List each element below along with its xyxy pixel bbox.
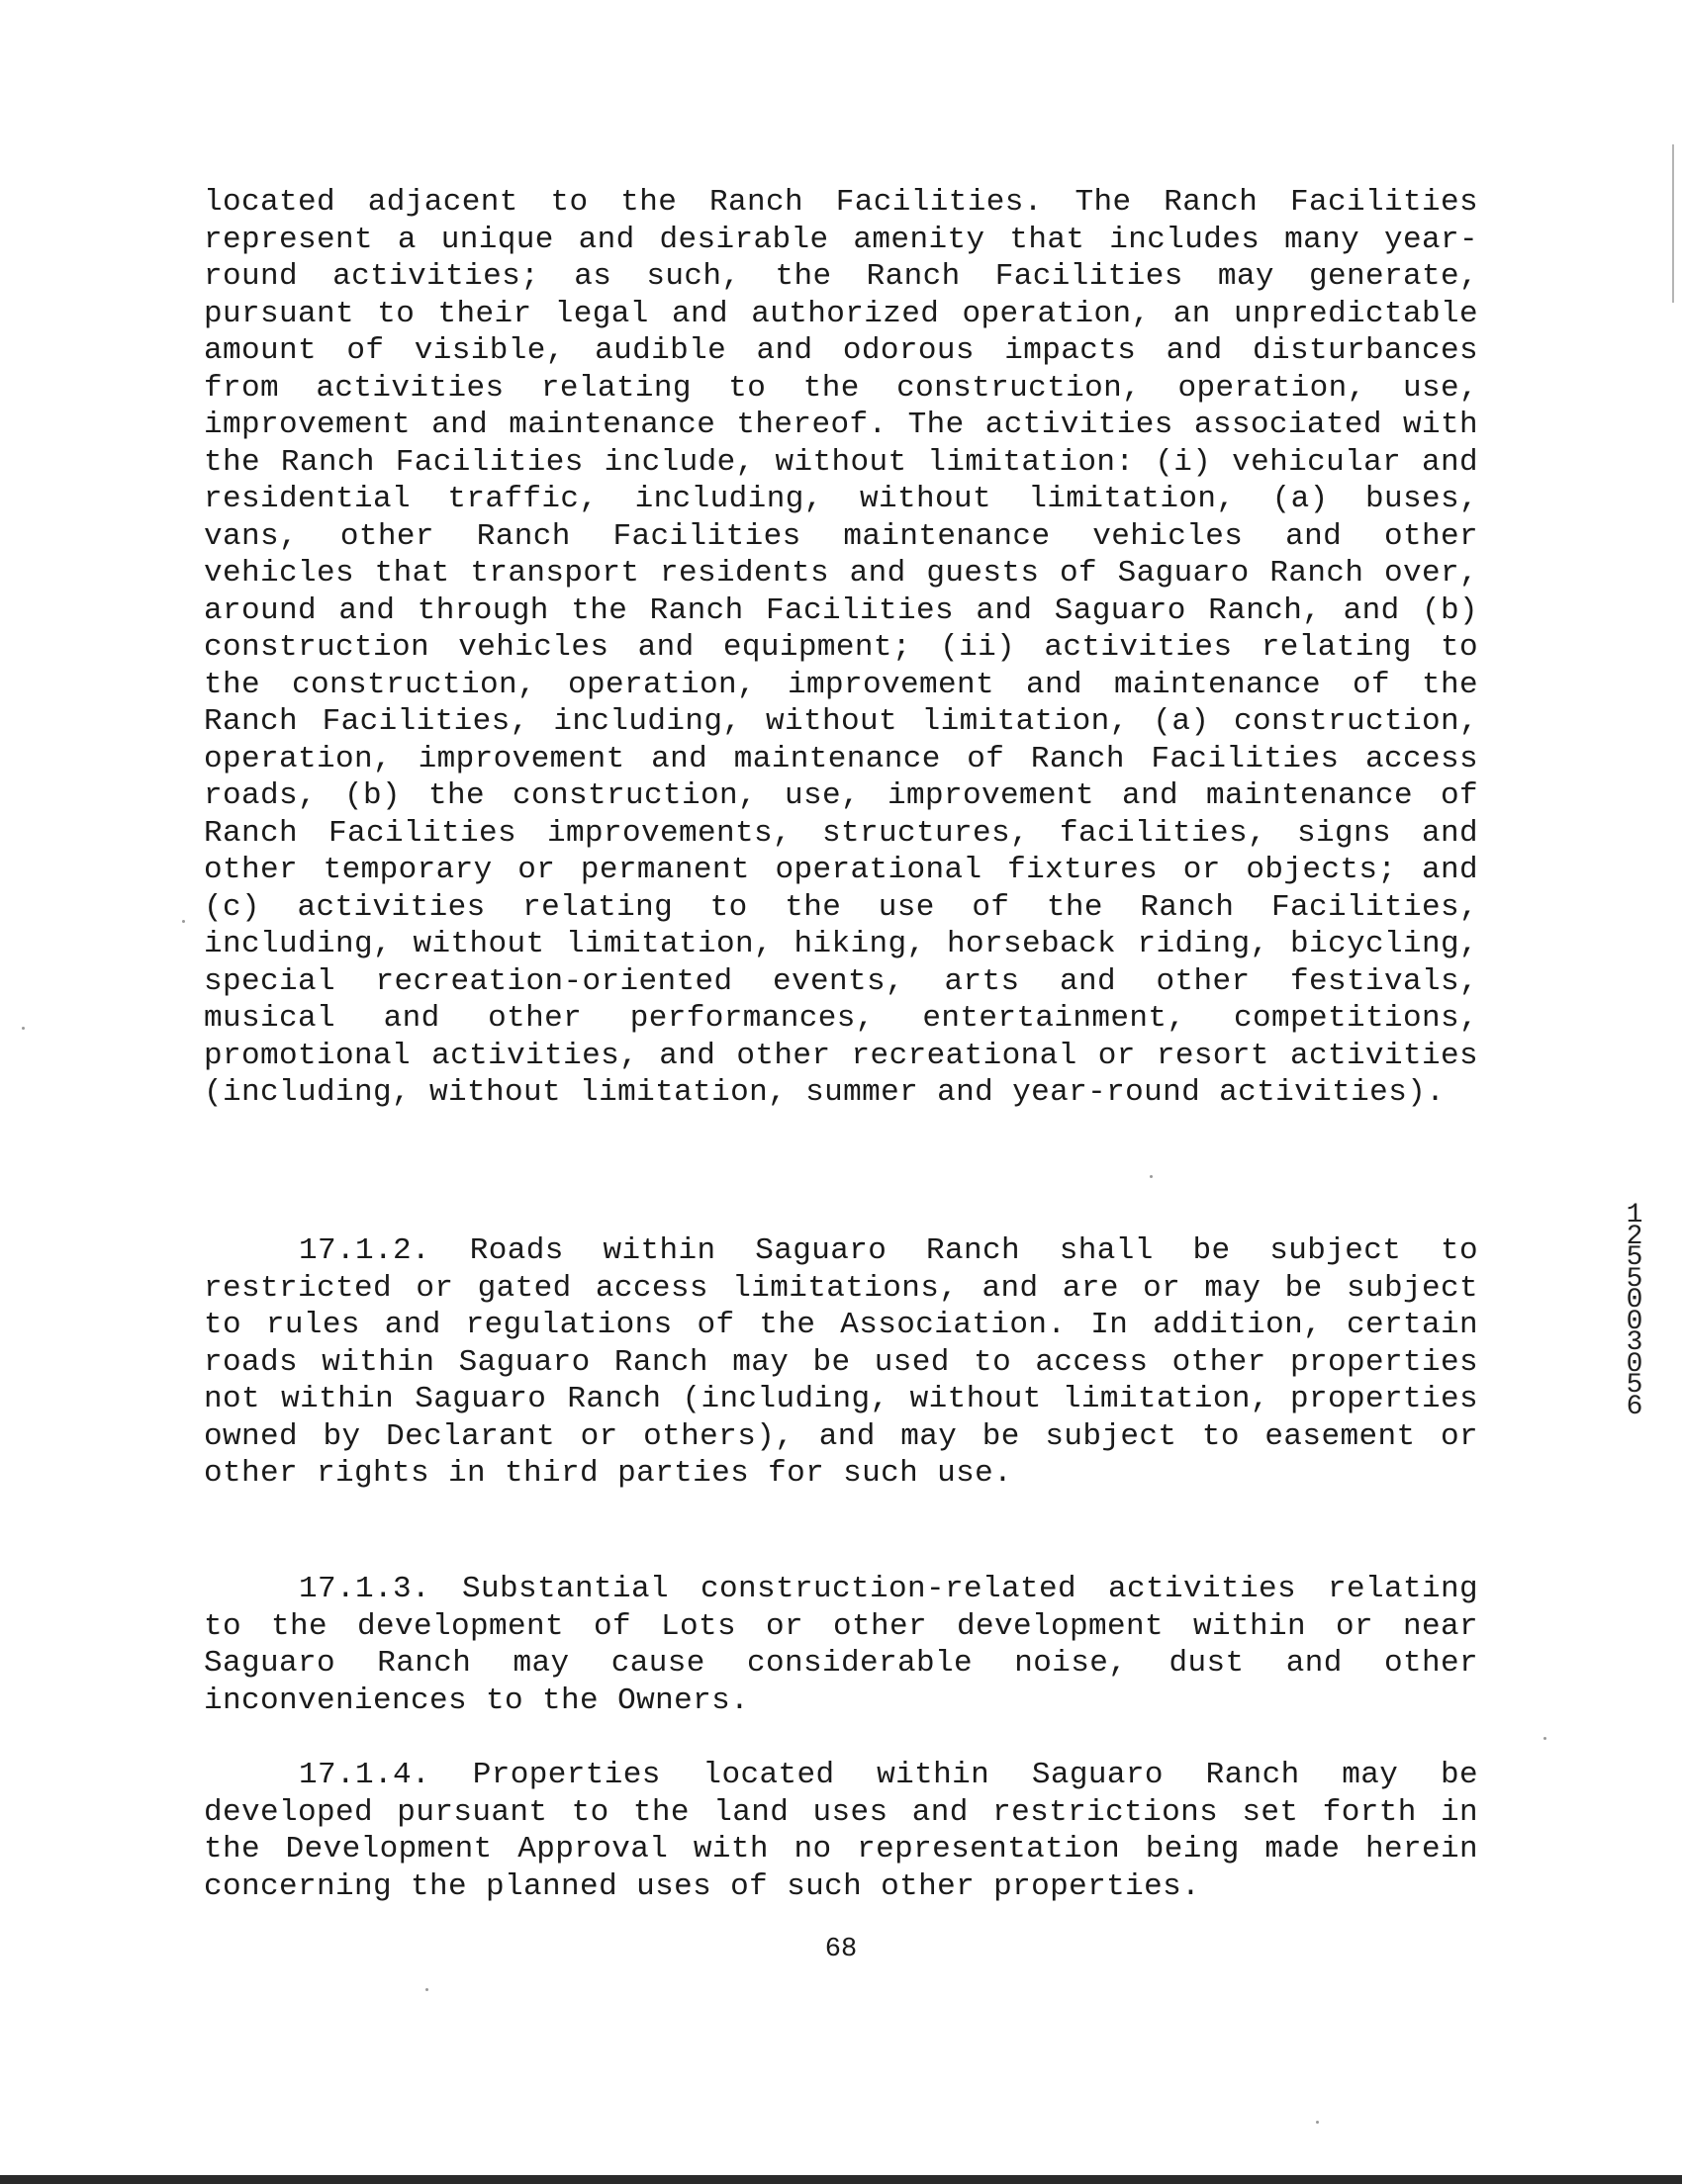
scan-edge-line [1672, 144, 1674, 303]
paragraph-17-1-3-text: 17.1.3. Substantial construction-related activities relating to the development of Lots or other development within or near Saguaro Ranch may cause considerable noise, dust and other inconveniences to the Owners. [204, 1572, 1478, 1718]
paragraph-continued [204, 184, 1478, 1112]
page-number: 68 [824, 1935, 858, 1964]
scan-speck [1316, 2121, 1319, 2124]
paragraph-17-1-2-text: 17.1.2. Roads within Saguaro Ranch shall be subject to restricted or gated access limitations, and are or may be subject to rules and regulations of the Association. In addition, certain roads within Saguaro Ranch may be used to access other properties not within Saguaro Ranch (including, without limitation, properties owned by Declarant or others), and may be subject to easement or other rights in third parties for such use. [204, 1233, 1478, 1491]
scan-speck [1543, 1737, 1546, 1740]
scan-speck [1150, 1175, 1153, 1178]
recording-stamp: 12550 03056 [1626, 1200, 1643, 1422]
paragraph-17-1-4 [204, 1757, 1478, 1905]
paragraph-17-1-2 [204, 1232, 1478, 1493]
scan-speck [182, 920, 185, 923]
paragraph-17-1-3 [204, 1571, 1478, 1719]
scan-speck [22, 1027, 25, 1030]
paragraph-17-1-4-text: 17.1.4. Properties located within Saguaro Ranch may be developed pursuant to the land uses and restrictions set forth in the Development Approval with no representation being made herein concerning the planned uses of such other properties. [204, 1758, 1478, 1904]
scan-speck [425, 1988, 428, 1991]
scan-bottom-edge [0, 2175, 1682, 2184]
paragraph-continued-text: located adjacent to the Ranch Facilities. The Ranch Facilities represent a unique and desirable amenity that includes many year-round activities; as such, the Ranch Facilities may generate, pursuant to their legal and authorized operation, an unpredictable amount of visible, audible and odorous impacts and disturbances from activities relating to the construction, operation, use, improvement and maintenance thereof. The activities associated with the Ranch Facilities include, without limitation: (i) vehicular and residential traffic, including, without limitation, (a) buses, vans, other Ranch Facilities maintenance vehicles and other vehicles that transport residents and guests of Saguaro Ranch over, around and through the Ranch Facilities and Saguaro Ranch, and (b) construction vehicles and equipment; (ii) activities relating to the construction, operation, improvement and maintenance of the Ranch Facilities, including, without limitation, (a) construction, operation, improvement and maintenance of Ranch Facilities access roads, (b) the construction, use, improvement and maintenance of Ranch Facilities improvements, structures, facilities, signs and other temporary or permanent operational fixtures or objects; and (c) activities relating to the use of the Ranch Facilities, including, without limitation, hiking, horseback riding, bicycling, special recreation-oriented events, arts and other festivals, musical and other performances, entertainment, competitions, promotional activities, and other recreational or resort activities (including, without limitation, summer and year-round activities). [204, 185, 1478, 1110]
